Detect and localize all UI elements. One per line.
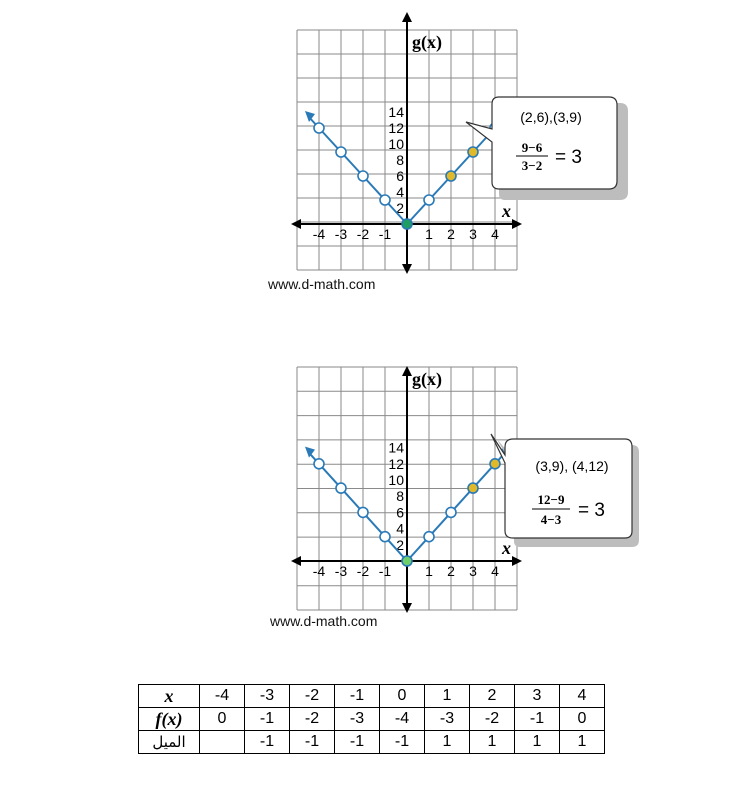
callout-bubble-2	[491, 434, 632, 538]
x-tick-label: -2	[356, 226, 370, 242]
x-tick-label: -4	[312, 226, 326, 242]
x-tick-label: 4	[491, 226, 499, 242]
vertex-point	[402, 556, 412, 566]
data-point	[380, 532, 390, 542]
callout-denominator-1: 3−2	[521, 158, 543, 173]
data-point	[424, 195, 434, 205]
callout-points-1: (2,6),(3,9)	[520, 109, 582, 125]
row-label-f: f(x)	[139, 708, 200, 731]
function-label-2: g(x)	[412, 369, 442, 389]
y-tick-label: 12	[388, 455, 404, 472]
f-cell: -1	[515, 708, 560, 731]
slope-cell: -1	[380, 731, 425, 754]
data-point	[490, 459, 500, 469]
x-cell: 2	[470, 685, 515, 708]
x-axis-label-2: x	[502, 538, 511, 558]
callout-2	[491, 434, 639, 547]
x-tick-label: 1	[425, 226, 433, 242]
y-tick-label: 6	[396, 504, 404, 521]
slope-cell: -1	[290, 731, 335, 754]
values-table	[138, 684, 605, 754]
axes-1	[291, 12, 522, 274]
y-tick-label: 10	[388, 472, 404, 488]
x-cell: 0	[380, 685, 425, 708]
x-tick-label: 2	[447, 226, 455, 242]
curve-arrow-left	[305, 111, 315, 122]
y-tick-label: 6	[396, 168, 404, 184]
x-tick-label: 1	[425, 563, 433, 579]
x-cell: 1	[425, 685, 470, 708]
f-cell: -3	[335, 708, 380, 731]
x-axis-arrow-left-2	[291, 556, 301, 566]
table-row-x	[139, 685, 605, 708]
vertex-point	[402, 219, 412, 229]
y-tick-labels-1	[388, 104, 404, 216]
data-point	[380, 195, 390, 205]
x-tick-label: -4	[312, 563, 326, 579]
x-cell: 3	[515, 685, 560, 708]
data-point	[336, 483, 346, 493]
x-cell: -2	[290, 685, 335, 708]
graph-1	[0, 0, 756, 300]
y-axis-arrow-top-1	[402, 12, 412, 22]
x-tick-label: -1	[378, 563, 392, 579]
data-point	[424, 532, 434, 542]
slope-cell	[200, 731, 245, 754]
graph-2	[0, 310, 756, 650]
callout-points-2: (3,9), (4,12)	[535, 458, 609, 474]
data-point	[468, 147, 478, 157]
y-tick-label: 14	[388, 439, 404, 456]
slope-cell: 1	[515, 731, 560, 754]
x-tick-label: -3	[334, 563, 348, 579]
f-cell: 0	[200, 708, 245, 731]
callout-result-2: = 3	[578, 500, 605, 521]
data-point	[468, 483, 478, 493]
watermark-1: www.d-math.com	[268, 276, 376, 292]
y-tick-label: 2	[396, 536, 404, 553]
f-cell: -1	[245, 708, 290, 731]
watermark-2: www.d-math.com	[270, 613, 378, 629]
y-tick-label: 14	[388, 104, 404, 120]
y-tick-labels-2	[388, 440, 404, 553]
x-tick-label: -3	[334, 226, 348, 242]
x-cell: -4	[200, 685, 245, 708]
data-point	[358, 507, 368, 517]
data-point	[358, 171, 368, 181]
callout-1	[466, 97, 628, 200]
x-cell: 4	[560, 685, 605, 708]
x-cell: -3	[245, 685, 290, 708]
x-tick-label: 2	[447, 563, 455, 579]
f-cell: -2	[470, 708, 515, 731]
y-tick-label: 12	[388, 120, 404, 136]
x-tick-label: 3	[469, 563, 477, 579]
slope-cell: -1	[335, 731, 380, 754]
f-cell: -4	[380, 708, 425, 731]
x-cell: -1	[335, 685, 380, 708]
row-label-slope: الميل	[139, 731, 200, 754]
function-label-1: g(x)	[412, 32, 442, 52]
slope-cell: 1	[470, 731, 515, 754]
y-tick-label: 4	[396, 184, 404, 200]
row-label-x: x	[139, 685, 200, 708]
y-tick-label: 10	[388, 136, 404, 152]
slope-cell: 1	[425, 731, 470, 754]
table-row-f	[139, 708, 605, 731]
y-tick-label: 8	[396, 488, 404, 505]
data-point	[336, 147, 346, 157]
x-tick-label: -2	[356, 563, 370, 579]
f-cell: 0	[560, 708, 605, 731]
data-point	[314, 459, 324, 469]
x-axis-label-1: x	[502, 201, 511, 221]
table-row-slope	[139, 731, 605, 754]
data-point	[446, 507, 456, 517]
callout-numerator-1: 9−6	[521, 140, 543, 155]
callout-denominator-2: 4−3	[540, 512, 562, 527]
data-point	[446, 171, 456, 181]
x-tick-label: 3	[469, 226, 477, 242]
data-point	[314, 123, 324, 133]
y-axis-arrow-bottom-2	[402, 603, 412, 613]
y-tick-label: 4	[396, 520, 404, 537]
x-tick-label: -1	[378, 226, 392, 242]
x-axis-arrow-left-1	[291, 219, 301, 229]
y-tick-label: 8	[396, 152, 404, 168]
slope-cell: -1	[245, 731, 290, 754]
axes-2	[291, 366, 522, 613]
y-tick-label: 2	[396, 200, 404, 216]
callout-numerator-2: 12−9	[537, 492, 565, 507]
f-cell: -3	[425, 708, 470, 731]
slope-cell: 1	[560, 731, 605, 754]
callout-result-1: = 3	[555, 147, 582, 168]
f-cell: -2	[290, 708, 335, 731]
x-tick-label: 4	[491, 563, 499, 579]
curve-arrow-left	[305, 447, 315, 458]
y-axis-arrow-bottom-1	[402, 264, 412, 274]
